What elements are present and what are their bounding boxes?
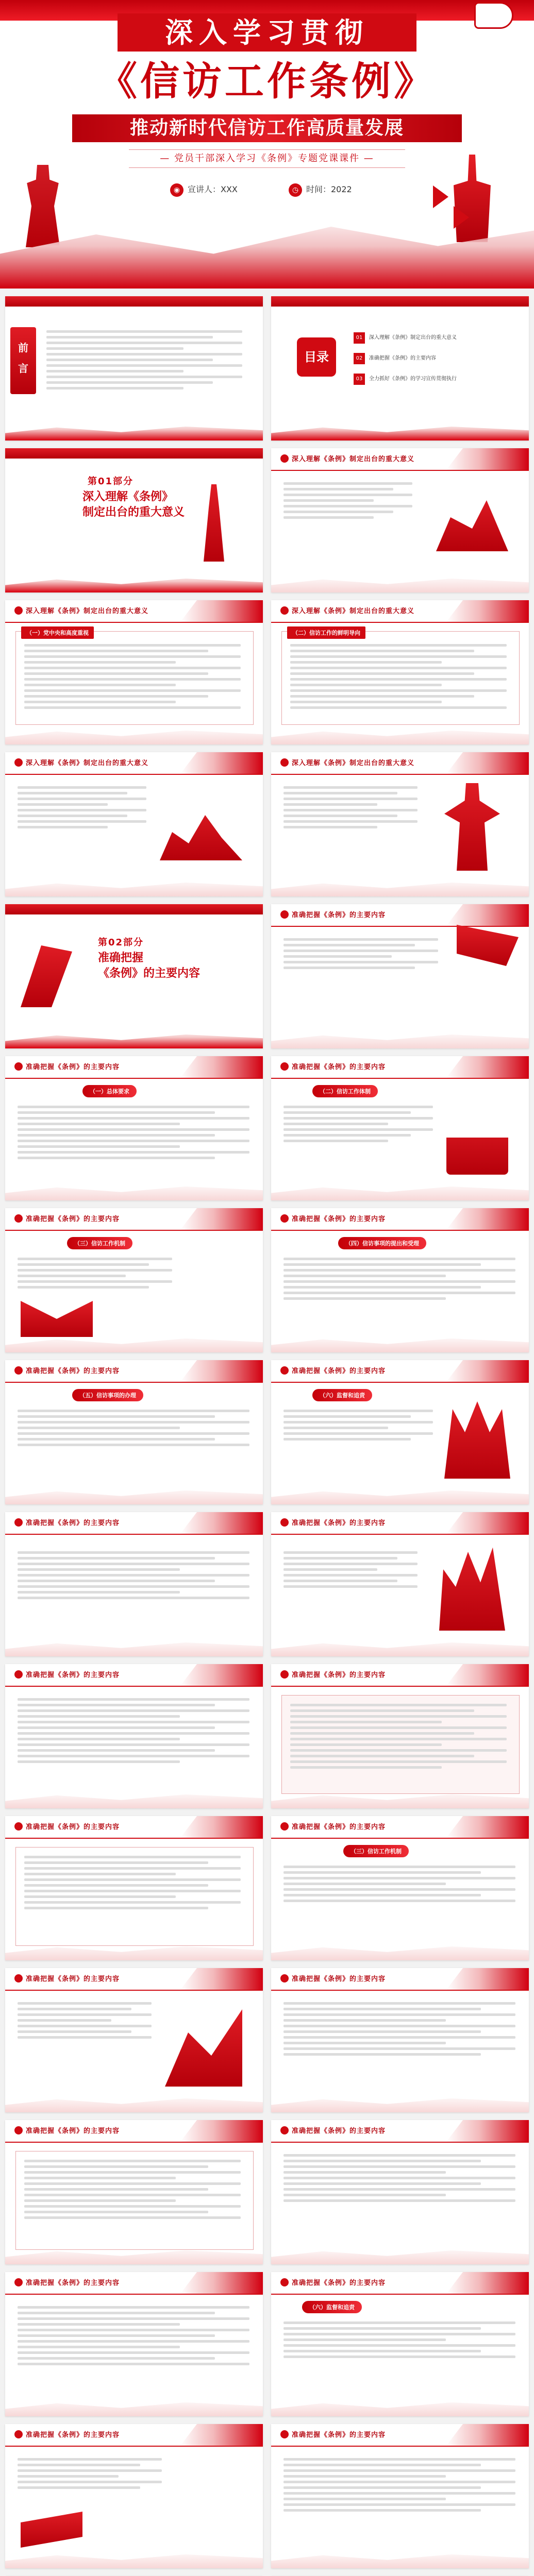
bottom-wave	[5, 726, 263, 744]
slide-header	[271, 1512, 529, 1535]
content-box	[15, 1847, 254, 1946]
writing-hand-illustration	[446, 1113, 508, 1175]
header-title: 深入理解《条例》制定出台的重大意义	[292, 455, 415, 463]
bottom-wave	[5, 1638, 263, 1656]
header-title: 准确把握《条例》的主要内容	[292, 1975, 386, 1983]
ribbon-illustration	[21, 2512, 82, 2548]
bottom-wave	[5, 878, 263, 896]
bottom-wave	[271, 1638, 529, 1656]
header-strip	[180, 1056, 263, 1078]
header-strip	[180, 1816, 263, 1838]
slide-header	[271, 1360, 529, 1383]
top-band	[5, 296, 263, 307]
sec2-content-slide-r	[5, 2272, 263, 2416]
section-pill: （五）信访事项的办理	[72, 1389, 143, 1401]
box-title: （二）信访工作的鲜明导向	[287, 626, 365, 639]
header-chip	[280, 1670, 289, 1679]
header-strip	[446, 1512, 529, 1534]
sec2-content-slide-u	[271, 2424, 529, 2568]
bottom-wave	[271, 2398, 529, 2416]
content-text	[283, 1862, 515, 1905]
content-text	[18, 2303, 249, 2368]
header-chip	[14, 1214, 23, 1223]
header-strip	[446, 752, 529, 774]
bottom-wave	[271, 422, 529, 440]
section-02-slide	[5, 904, 263, 1048]
header-chip	[280, 1974, 289, 1982]
header-chip	[280, 2278, 289, 2286]
section-part: 第02部分	[98, 937, 144, 948]
toc-num: 02	[354, 353, 365, 364]
header-chip	[14, 1518, 23, 1527]
header-chip	[280, 1518, 289, 1527]
sec2-content-slide-d	[5, 1208, 263, 1352]
flag-icon	[454, 206, 469, 229]
slide-header	[271, 1664, 529, 1687]
content-text	[283, 783, 418, 832]
header-chip	[14, 2430, 23, 2438]
header-chip	[14, 606, 23, 615]
header-title: 准确把握《条例》的主要内容	[292, 2431, 386, 2439]
header-strip	[446, 1968, 529, 1990]
slide-header	[5, 752, 263, 775]
envelope-icon	[21, 1301, 93, 1337]
sec2-content-slide-q	[271, 2120, 529, 2264]
section-title-line2: 制定出台的重大意义	[82, 506, 185, 519]
sec2-content-slide-j	[5, 1664, 263, 1808]
clock-icon: ◷	[289, 183, 302, 197]
header-title: 深入理解《条例》制定出台的重大意义	[292, 759, 415, 767]
header-title: 准确把握《条例》的主要内容	[26, 1519, 120, 1527]
section-title-line1: 准确把握	[98, 952, 144, 964]
sec2-content-slide-e	[271, 1208, 529, 1352]
sec2-content-slide-i	[271, 1512, 529, 1656]
sec2-content-slide-a	[271, 904, 529, 1048]
header-chip	[14, 1822, 23, 1831]
content-text	[283, 2151, 515, 2205]
time-text: 时间：2022	[306, 184, 352, 194]
toc-slide	[271, 296, 529, 440]
header-strip	[446, 1816, 529, 1838]
header-chip	[280, 606, 289, 615]
figure-silhouette-icon	[201, 484, 227, 562]
header-title: 准确把握《条例》的主要内容	[292, 911, 386, 919]
statue-silhouette-icon	[14, 165, 71, 247]
sec2-content-slide-b	[5, 1056, 263, 1200]
slide-header	[271, 904, 529, 927]
content-text	[283, 1406, 433, 1444]
preface-text	[46, 327, 242, 393]
header-title: 准确把握《条例》的主要内容	[292, 1823, 386, 1831]
content-box	[15, 631, 254, 725]
sec2-content-slide-g	[271, 1360, 529, 1504]
toc-text: 准确把握《条例》的主要内容	[369, 355, 436, 361]
slide-header	[5, 600, 263, 623]
header-title: 准确把握《条例》的主要内容	[292, 1367, 386, 1375]
sec2-content-slide-f	[5, 1360, 263, 1504]
flag-icon	[433, 185, 448, 208]
content-text	[18, 783, 146, 832]
bottom-wave	[271, 1182, 529, 1200]
section-title-line1: 深入理解《条例》	[82, 490, 174, 503]
flag-illustration-icon	[457, 925, 519, 966]
header-chip	[14, 1062, 23, 1071]
header-title: 准确把握《条例》的主要内容	[26, 2127, 120, 2135]
cover-book-title: 《信访工作条例》	[98, 58, 436, 104]
cover-title: 深入学习贯彻	[118, 13, 416, 52]
sec1-content-slide-a	[271, 448, 529, 592]
content-text	[283, 2455, 515, 2515]
soldiers-silhouette-icon	[436, 1401, 519, 1479]
content-text	[24, 641, 241, 712]
header-strip	[446, 1056, 529, 1078]
slide-header	[5, 1056, 263, 1079]
slide-header	[271, 448, 529, 471]
header-title: 准确把握《条例》的主要内容	[26, 1063, 120, 1071]
person-icon: ◉	[170, 183, 183, 197]
section-pill: （一）总体要求	[82, 1085, 137, 1097]
top-band	[5, 448, 263, 459]
header-chip	[14, 2278, 23, 2286]
toc-label: 目录	[297, 337, 336, 377]
toc-item-1[interactable]	[354, 332, 457, 344]
content-box	[281, 1695, 520, 1794]
header-title: 准确把握《条例》的主要内容	[26, 2279, 120, 2287]
bottom-wave	[5, 1030, 263, 1048]
great-wall-illustration	[160, 804, 242, 860]
header-strip	[446, 448, 529, 470]
header-strip	[446, 2424, 529, 2446]
header-title: 深入理解《条例》制定出台的重大意义	[26, 607, 149, 615]
bottom-wave	[5, 422, 263, 440]
flag-wave-illustration	[165, 2009, 242, 2087]
marching-figures-icon	[431, 1543, 513, 1631]
slide-header	[271, 1208, 529, 1231]
sec2-content-slide-s	[271, 2272, 529, 2416]
sec2-content-slide-n	[5, 1968, 263, 2112]
toc-item-2[interactable]	[354, 353, 436, 364]
header-strip	[446, 1664, 529, 1686]
slide-header	[271, 2272, 529, 2295]
slide-header	[5, 2120, 263, 2143]
slide-header	[271, 2424, 529, 2447]
content-text	[283, 2318, 515, 2361]
slide-header	[271, 1816, 529, 1839]
slide-header	[5, 1512, 263, 1535]
content-text	[18, 1103, 249, 1162]
toc-text: 深入理解《条例》制定出台的重大意义	[369, 335, 457, 341]
header-strip	[180, 1968, 263, 1990]
box-title: （一）党中央和高度重视	[21, 626, 94, 639]
bottom-wave	[5, 1486, 263, 1504]
top-band	[5, 904, 263, 914]
content-text	[18, 1999, 152, 2042]
header-title: 准确把握《条例》的主要内容	[26, 1975, 120, 1983]
sec2-content-slide-m	[271, 1816, 529, 1960]
section-pill: （四）信访事项的提出和受理	[338, 1237, 426, 1249]
header-strip	[446, 2272, 529, 2294]
section-title-line2: 《条例》的主要内容	[98, 967, 201, 980]
content-text	[283, 1103, 433, 1145]
tiananmen-illustration	[436, 495, 508, 551]
toc-item-3[interactable]	[354, 374, 457, 385]
torch-silhouette-icon	[441, 155, 503, 242]
bottom-wave	[271, 2550, 529, 2568]
top-band	[271, 296, 529, 307]
content-box	[281, 631, 520, 725]
header-chip	[14, 2126, 23, 2134]
header-chip	[280, 454, 289, 463]
section-pill: （三）信访工作机制	[67, 1237, 132, 1249]
sec2-content-slide-t	[5, 2424, 263, 2568]
bottom-wave	[271, 1030, 529, 1048]
content-text	[283, 1999, 515, 2059]
header-chip	[280, 1366, 289, 1375]
header-chip	[280, 1214, 289, 1223]
slide-header	[5, 2424, 263, 2447]
presenter-text: 宣讲人：XXX	[188, 184, 238, 194]
content-text	[18, 2455, 162, 2492]
content-text	[18, 1406, 249, 1449]
header-chip	[14, 1670, 23, 1679]
section-pill: （六）监督和追责	[312, 1389, 372, 1401]
bottom-wave	[271, 1486, 529, 1504]
bottom-wave	[5, 2550, 263, 2568]
section-part: 第01部分	[88, 476, 134, 487]
sec1-content-slide-e	[271, 752, 529, 896]
header-chip	[14, 1974, 23, 1982]
slide-header	[5, 1664, 263, 1687]
header-strip	[180, 1208, 263, 1230]
bottom-wave	[5, 1790, 263, 1808]
toc-num: 01	[354, 332, 365, 344]
header-strip	[180, 752, 263, 774]
content-text	[283, 479, 412, 522]
header-strip	[180, 1512, 263, 1534]
bottom-wave	[271, 878, 529, 896]
content-text	[24, 2157, 241, 2222]
slide-header	[5, 1360, 263, 1383]
header-title: 准确把握《条例》的主要内容	[26, 1823, 120, 1831]
bottom-wave	[271, 726, 529, 744]
content-text	[290, 1701, 507, 1772]
megaphone-illustration-icon	[21, 945, 72, 1007]
header-title: 深入理解《条例》制定出台的重大意义	[292, 607, 415, 615]
header-strip	[446, 904, 529, 926]
header-strip	[180, 1360, 263, 1382]
header-title: 准确把握《条例》的主要内容	[292, 1063, 386, 1071]
header-strip	[446, 2120, 529, 2142]
preface-slide	[5, 296, 263, 440]
header-title: 准确把握《条例》的主要内容	[26, 2431, 120, 2439]
slide-header	[271, 1968, 529, 1991]
section-pill: （六）监督和追责	[302, 2301, 362, 2313]
sec1-content-slide-b	[5, 600, 263, 744]
content-text	[18, 1255, 172, 1292]
header-title: 准确把握《条例》的主要内容	[292, 2279, 386, 2287]
header-strip	[180, 2272, 263, 2294]
bottom-wave	[5, 1182, 263, 1200]
sec2-content-slide-o	[271, 1968, 529, 2112]
slide-header	[5, 1208, 263, 1231]
header-title: 准确把握《条例》的主要内容	[26, 1215, 120, 1223]
bottom-wave	[5, 2094, 263, 2112]
megaphone-icon	[474, 2, 513, 29]
header-chip	[280, 910, 289, 919]
content-text	[283, 1255, 515, 1303]
bottom-wave	[5, 2398, 263, 2416]
content-text	[18, 1695, 249, 1766]
bottom-wave	[271, 574, 529, 592]
sec1-content-slide-c	[271, 600, 529, 744]
header-chip	[280, 758, 289, 767]
bottom-wave	[271, 2094, 529, 2112]
slide-header	[271, 2120, 529, 2143]
header-title: 准确把握《条例》的主要内容	[292, 2127, 386, 2135]
cover-time	[289, 180, 352, 199]
header-chip	[14, 1366, 23, 1375]
header-title: 准确把握《条例》的主要内容	[292, 1215, 386, 1223]
cover-presenter	[170, 180, 238, 199]
sec2-content-slide-k	[271, 1664, 529, 1808]
header-strip	[180, 2120, 263, 2142]
header-strip	[446, 1360, 529, 1382]
header-strip	[446, 600, 529, 622]
preface-label: 前言	[18, 342, 28, 375]
trumpeter-silhouette-icon	[441, 783, 503, 871]
header-chip	[14, 758, 23, 767]
header-chip	[280, 1062, 289, 1071]
cover-slide	[0, 0, 534, 289]
header-chip	[280, 2430, 289, 2438]
header-title: 准确把握《条例》的主要内容	[26, 1367, 120, 1375]
content-text	[290, 641, 507, 712]
slide-header	[5, 2272, 263, 2295]
header-strip	[180, 2424, 263, 2446]
section-pill: （二）信访工作体制	[312, 1085, 378, 1097]
header-title: 准确把握《条例》的主要内容	[292, 1519, 386, 1527]
slide-header	[5, 1816, 263, 1839]
content-text	[24, 1853, 241, 1912]
bottom-wave	[271, 2246, 529, 2264]
section-01-slide	[5, 448, 263, 592]
cover-tagline: — 党员干部深入学习《条例》专题党课课件 —	[129, 149, 405, 168]
cover-subtitle: 推动新时代信访工作高质量发展	[72, 114, 462, 142]
header-title: 准确把握《条例》的主要内容	[26, 1671, 120, 1679]
toc-num: 03	[354, 374, 365, 385]
bottom-wave	[5, 574, 263, 592]
sec2-content-slide-h	[5, 1512, 263, 1656]
content-text	[283, 1548, 418, 1591]
slide-header	[271, 600, 529, 623]
slide-header	[5, 1968, 263, 1991]
header-chip	[280, 1822, 289, 1831]
header-title: 深入理解《条例》制定出台的重大意义	[26, 759, 149, 767]
content-text	[283, 935, 438, 972]
header-strip	[180, 1664, 263, 1686]
bottom-wave	[271, 1334, 529, 1352]
slide-header	[271, 752, 529, 775]
bottom-wave	[271, 1942, 529, 1960]
section-pill: （三）信访工作机制	[343, 1845, 409, 1857]
header-chip	[280, 2126, 289, 2134]
header-strip	[446, 1208, 529, 1230]
sec2-content-slide-p	[5, 2120, 263, 2264]
sec1-content-slide-d	[5, 752, 263, 896]
header-strip	[180, 600, 263, 622]
content-box	[15, 2151, 254, 2250]
header-title: 准确把握《条例》的主要内容	[292, 1671, 386, 1679]
slide-header	[271, 1056, 529, 1079]
content-text	[18, 1548, 249, 1602]
sec2-content-slide-c	[271, 1056, 529, 1200]
sec2-content-slide-l	[5, 1816, 263, 1960]
toc-text: 全力抓好《条例》的学习宣传贯彻执行	[369, 376, 457, 382]
